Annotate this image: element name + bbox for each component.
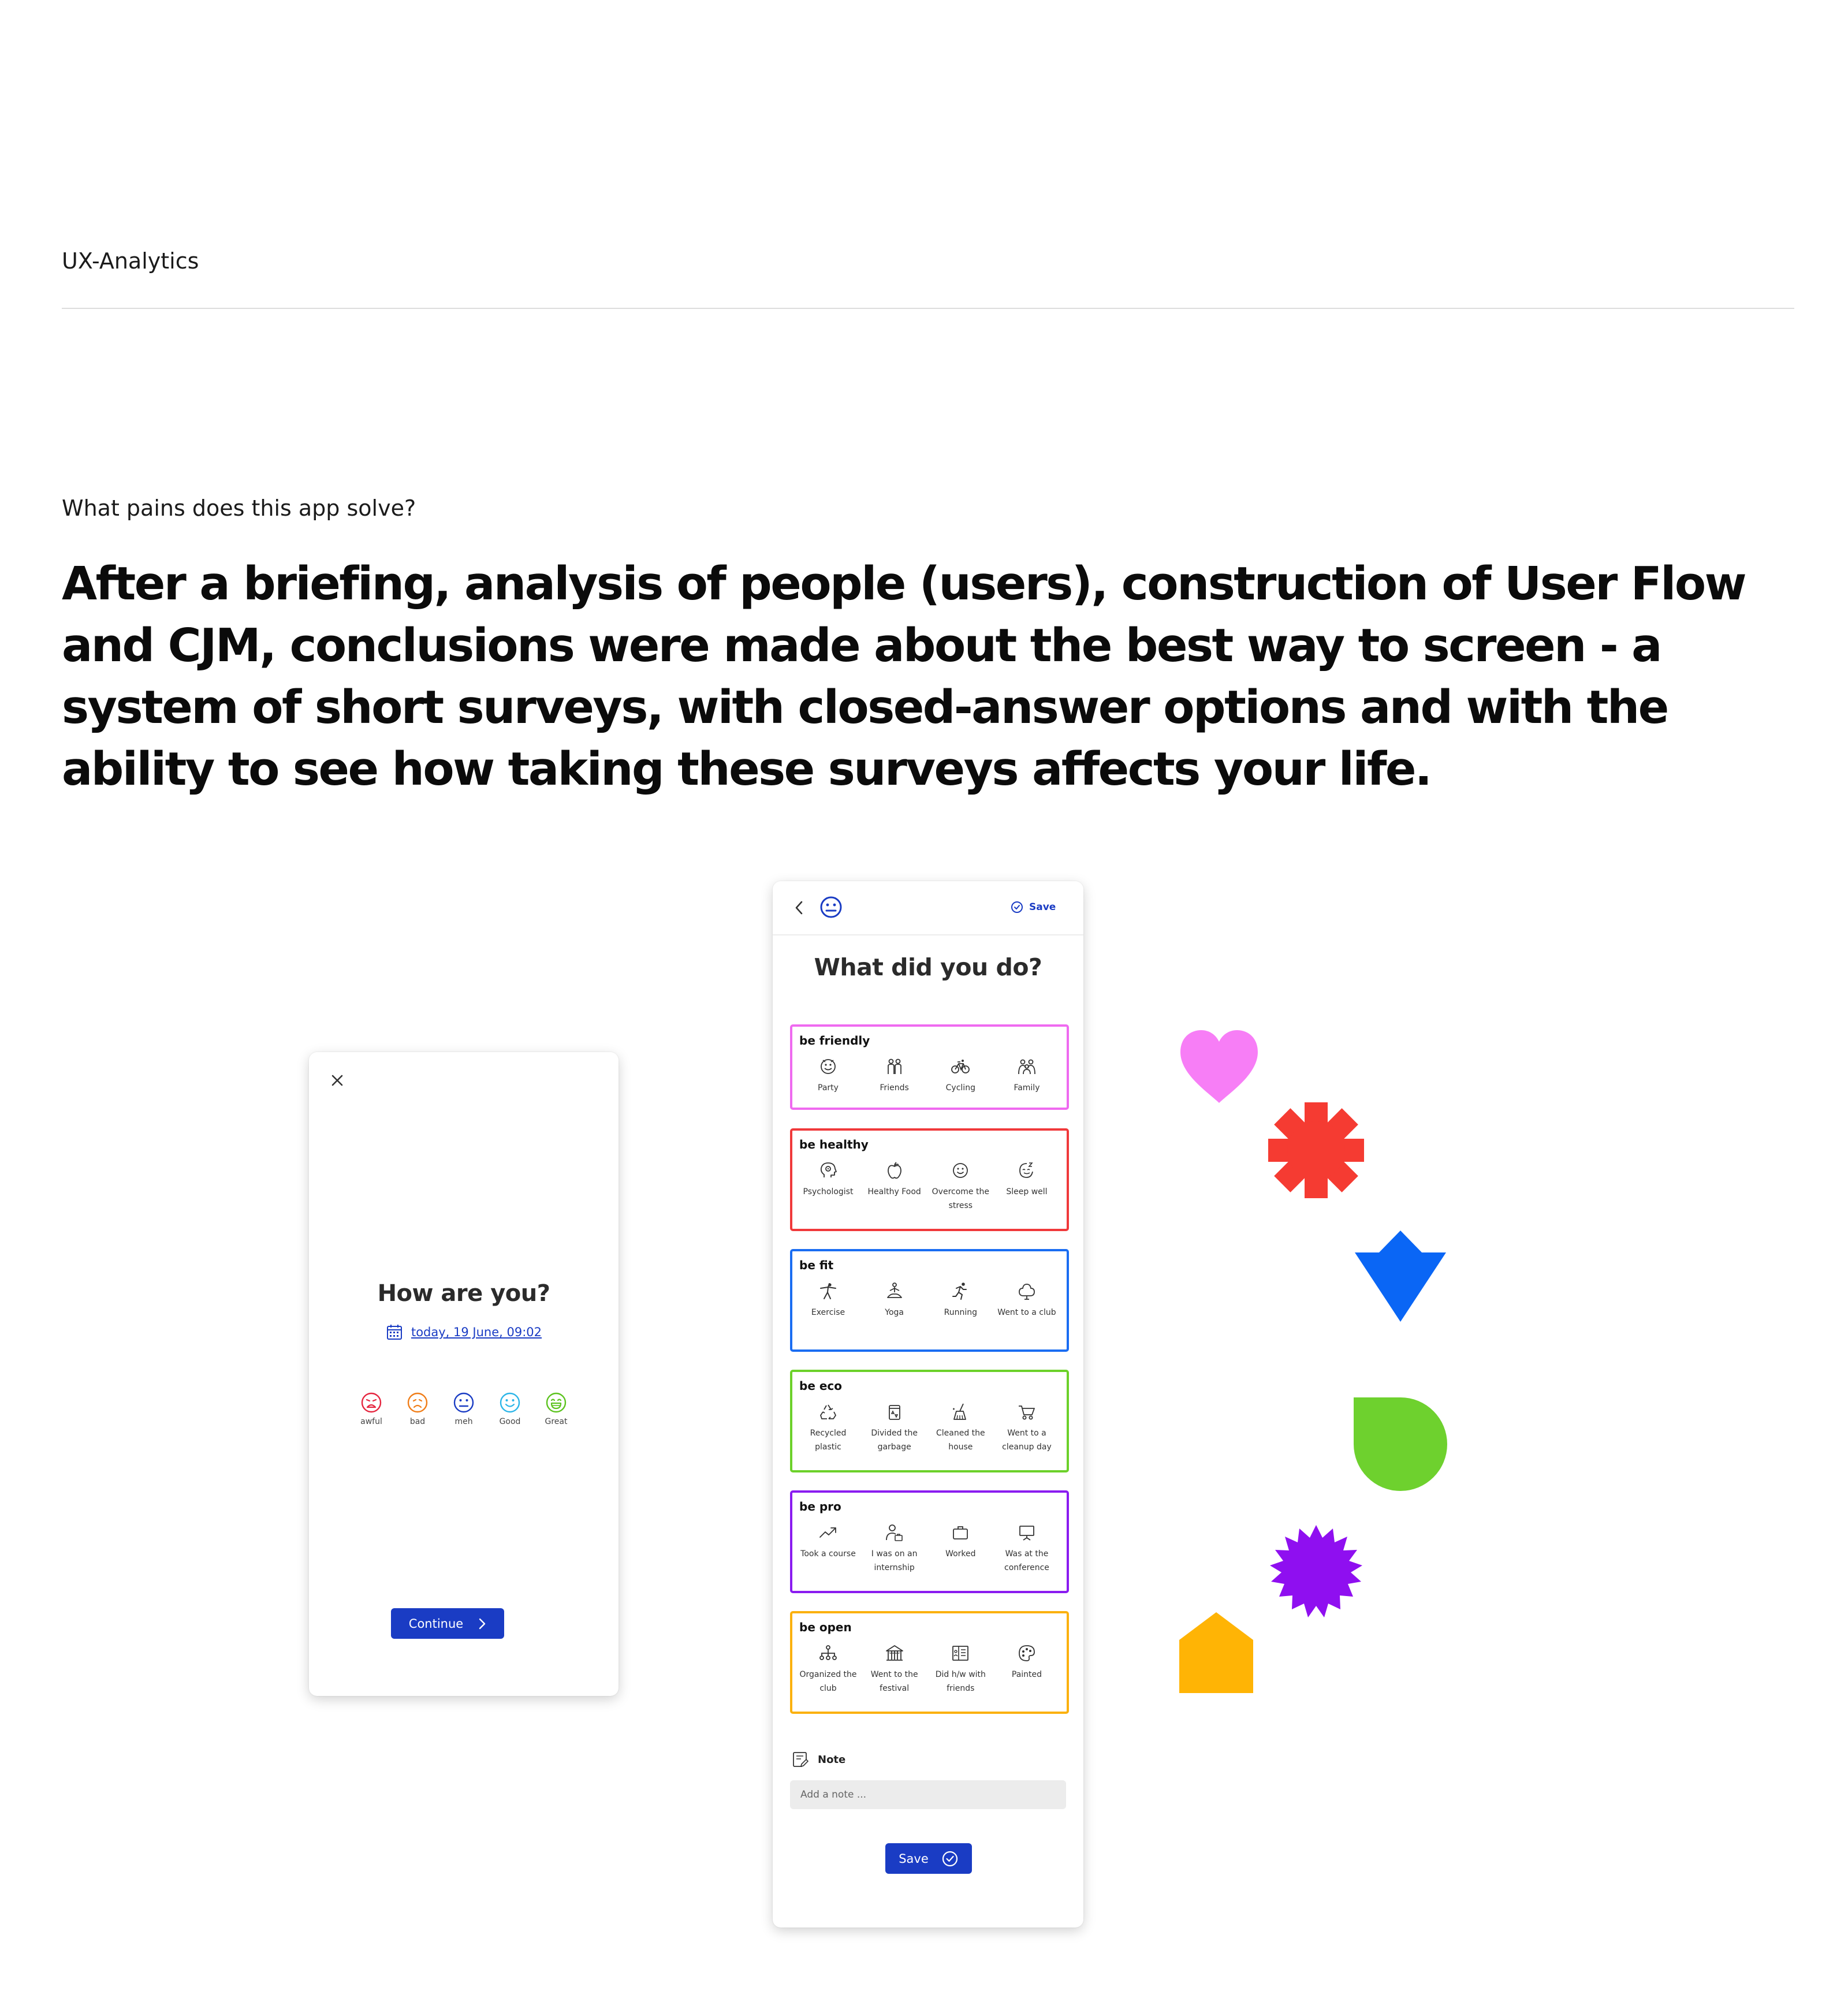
intro-question: What pains does this app solve? xyxy=(62,495,416,521)
save-button[interactable] xyxy=(885,1843,972,1874)
mood-good[interactable] xyxy=(494,1392,526,1426)
briefcase-icon xyxy=(951,1523,970,1542)
note-input[interactable] xyxy=(790,1780,1066,1809)
face-good-icon xyxy=(499,1392,521,1414)
activity-homework[interactable] xyxy=(929,1643,992,1695)
activity-label: Did h/w with friends xyxy=(935,1670,986,1693)
activity-label: I was on an internship xyxy=(871,1549,918,1572)
activity-conference[interactable] xyxy=(996,1523,1058,1575)
activity-party[interactable] xyxy=(797,1057,859,1095)
org-chart-icon xyxy=(818,1643,838,1663)
activity-label: Was at the conference xyxy=(1004,1549,1049,1572)
wheelbarrow-icon xyxy=(1017,1402,1037,1422)
mood-bad[interactable] xyxy=(401,1392,434,1426)
activity-screen xyxy=(773,881,1083,1928)
face-awful-icon xyxy=(360,1392,382,1414)
activity-label: Organized the club xyxy=(799,1670,857,1693)
note-header xyxy=(791,1750,845,1769)
mood-label: Great xyxy=(545,1417,568,1426)
calendar-icon xyxy=(386,1324,403,1341)
activity-label: Running xyxy=(944,1308,977,1317)
activity-label: Yoga xyxy=(885,1308,904,1317)
activity-worked[interactable] xyxy=(929,1523,992,1575)
sleep-face-icon xyxy=(1017,1161,1037,1180)
activity-label: Sleep well xyxy=(1006,1187,1048,1196)
activity-organized-club[interactable] xyxy=(797,1643,859,1695)
continue-label: Continue xyxy=(408,1616,464,1631)
activity-title: What did you do? xyxy=(814,953,1042,981)
brain-icon xyxy=(818,1161,838,1180)
activity-running[interactable] xyxy=(929,1281,992,1319)
activity-label: Went to a club xyxy=(997,1308,1056,1317)
activity-label: Friends xyxy=(880,1083,909,1093)
category-title: be pro xyxy=(799,1500,841,1513)
check-circle-icon xyxy=(1011,901,1023,914)
smile-icon xyxy=(951,1161,970,1180)
activity-label: Cleaned the house xyxy=(936,1429,985,1452)
activity-healthy-food[interactable] xyxy=(863,1161,926,1213)
activity-label: Overcome the stress xyxy=(932,1187,989,1210)
family-icon xyxy=(1017,1057,1037,1076)
bicycle-icon xyxy=(951,1057,970,1076)
category-be-healthy xyxy=(790,1128,1069,1231)
activity-cleanup-day[interactable] xyxy=(996,1402,1058,1454)
house-shape xyxy=(1178,1611,1254,1694)
recycle-icon xyxy=(818,1402,838,1422)
activity-label: Recycled plastic xyxy=(810,1429,847,1452)
presentation-icon xyxy=(1017,1523,1037,1542)
activity-internship[interactable] xyxy=(863,1523,926,1575)
festival-icon xyxy=(885,1643,904,1663)
activity-label: Took a course xyxy=(800,1549,856,1559)
starburst-shape xyxy=(1269,1524,1363,1619)
activity-recycled-plastic[interactable] xyxy=(797,1402,859,1454)
activity-label: Worked xyxy=(945,1549,976,1559)
activity-friends[interactable] xyxy=(863,1057,926,1095)
category-title: be healthy xyxy=(799,1138,869,1151)
category-title: be open xyxy=(799,1620,852,1634)
yoga-icon xyxy=(885,1281,904,1301)
category-be-open xyxy=(790,1611,1069,1714)
activity-cleaned-house[interactable] xyxy=(929,1402,992,1454)
activity-exercise[interactable] xyxy=(797,1281,859,1319)
face-meh-icon xyxy=(453,1392,475,1414)
exercise-icon xyxy=(818,1281,838,1301)
party-icon xyxy=(818,1057,838,1076)
close-icon[interactable] xyxy=(326,1069,348,1091)
chevron-right-icon xyxy=(478,1617,486,1630)
activity-label: Divided the garbage xyxy=(871,1429,918,1452)
section-label: UX-Analytics xyxy=(62,248,199,274)
activity-label: Cycling xyxy=(945,1083,975,1093)
activity-went-to-club[interactable] xyxy=(996,1281,1058,1319)
homework-icon xyxy=(951,1643,970,1663)
apple-icon xyxy=(885,1161,904,1180)
face-great-icon xyxy=(545,1392,567,1414)
running-icon xyxy=(951,1281,970,1301)
mood-great[interactable] xyxy=(540,1392,572,1426)
friends-icon xyxy=(885,1057,904,1076)
chevron-left-icon[interactable] xyxy=(793,900,805,916)
activity-festival[interactable] xyxy=(863,1643,926,1695)
continue-button[interactable] xyxy=(391,1608,504,1639)
category-be-pro xyxy=(790,1490,1069,1593)
header-save-label: Save xyxy=(1029,901,1056,913)
header-save-button[interactable] xyxy=(1011,901,1056,914)
activity-yoga[interactable] xyxy=(863,1281,926,1319)
save-label: Save xyxy=(899,1851,929,1866)
broom-icon xyxy=(951,1402,970,1422)
note-label: Note xyxy=(818,1753,846,1766)
activity-label: Painted xyxy=(1011,1670,1042,1679)
date-text: today, 19 June, 09:02 xyxy=(411,1325,542,1339)
mood-options xyxy=(355,1392,572,1426)
activity-label: Exercise xyxy=(811,1308,845,1317)
activity-sleep-well[interactable] xyxy=(996,1161,1058,1213)
activity-label: Healthy Food xyxy=(867,1187,921,1196)
mood-label: awful xyxy=(360,1417,382,1426)
mood-screen xyxy=(309,1052,619,1696)
note-icon xyxy=(791,1750,810,1769)
category-be-fit xyxy=(790,1249,1069,1352)
check-circle-icon xyxy=(941,1850,959,1867)
divider xyxy=(62,308,1794,309)
date-row[interactable] xyxy=(309,1324,619,1341)
mood-label: meh xyxy=(454,1417,473,1426)
activity-family[interactable] xyxy=(996,1057,1058,1095)
activity-label: Went to the festival xyxy=(870,1670,918,1693)
garbage-icon xyxy=(885,1402,904,1422)
activity-cycling[interactable] xyxy=(929,1057,992,1095)
mood-label: bad xyxy=(409,1417,426,1426)
intro-headline: After a briefing, analysis of people (users), construction of User Flow and CJM, conclusions were made about the best way to screen - a system of short surveys, with closed-answer options and with the ability to see how taking these surveys affects your life. xyxy=(62,557,1746,796)
category-be-eco xyxy=(790,1370,1069,1472)
diamond-shape xyxy=(1354,1229,1447,1323)
trend-up-icon xyxy=(818,1523,838,1542)
activity-label: Family xyxy=(1014,1083,1040,1093)
category-title: be eco xyxy=(799,1379,843,1393)
mood-awful[interactable] xyxy=(355,1392,388,1426)
leaf-shape xyxy=(1354,1397,1447,1491)
activity-psychologist[interactable] xyxy=(797,1161,859,1213)
activity-label: Psychologist xyxy=(803,1187,854,1196)
mood-label: Good xyxy=(499,1417,521,1426)
activity-label: Party xyxy=(818,1083,839,1093)
club-icon xyxy=(1017,1281,1037,1301)
activity-painted[interactable] xyxy=(996,1643,1058,1695)
category-title: be fit xyxy=(799,1258,834,1272)
heart-shape xyxy=(1178,1028,1260,1104)
category-be-friendly xyxy=(790,1024,1069,1110)
palette-icon xyxy=(1017,1643,1037,1663)
face-bad-icon xyxy=(407,1392,429,1414)
activity-label: Went to a cleanup day xyxy=(1002,1429,1052,1452)
mood-title: How are you? xyxy=(377,1280,550,1307)
activity-overcome-stress[interactable] xyxy=(929,1161,992,1213)
asterisk-shape xyxy=(1268,1102,1364,1198)
category-title: be friendly xyxy=(799,1034,870,1047)
activity-divided-garbage[interactable] xyxy=(863,1402,926,1454)
intern-icon xyxy=(885,1523,904,1542)
mood-meh[interactable] xyxy=(448,1392,480,1426)
face-meh-icon[interactable] xyxy=(819,895,843,919)
app-header xyxy=(773,881,1083,935)
activity-took-course[interactable] xyxy=(797,1523,859,1575)
